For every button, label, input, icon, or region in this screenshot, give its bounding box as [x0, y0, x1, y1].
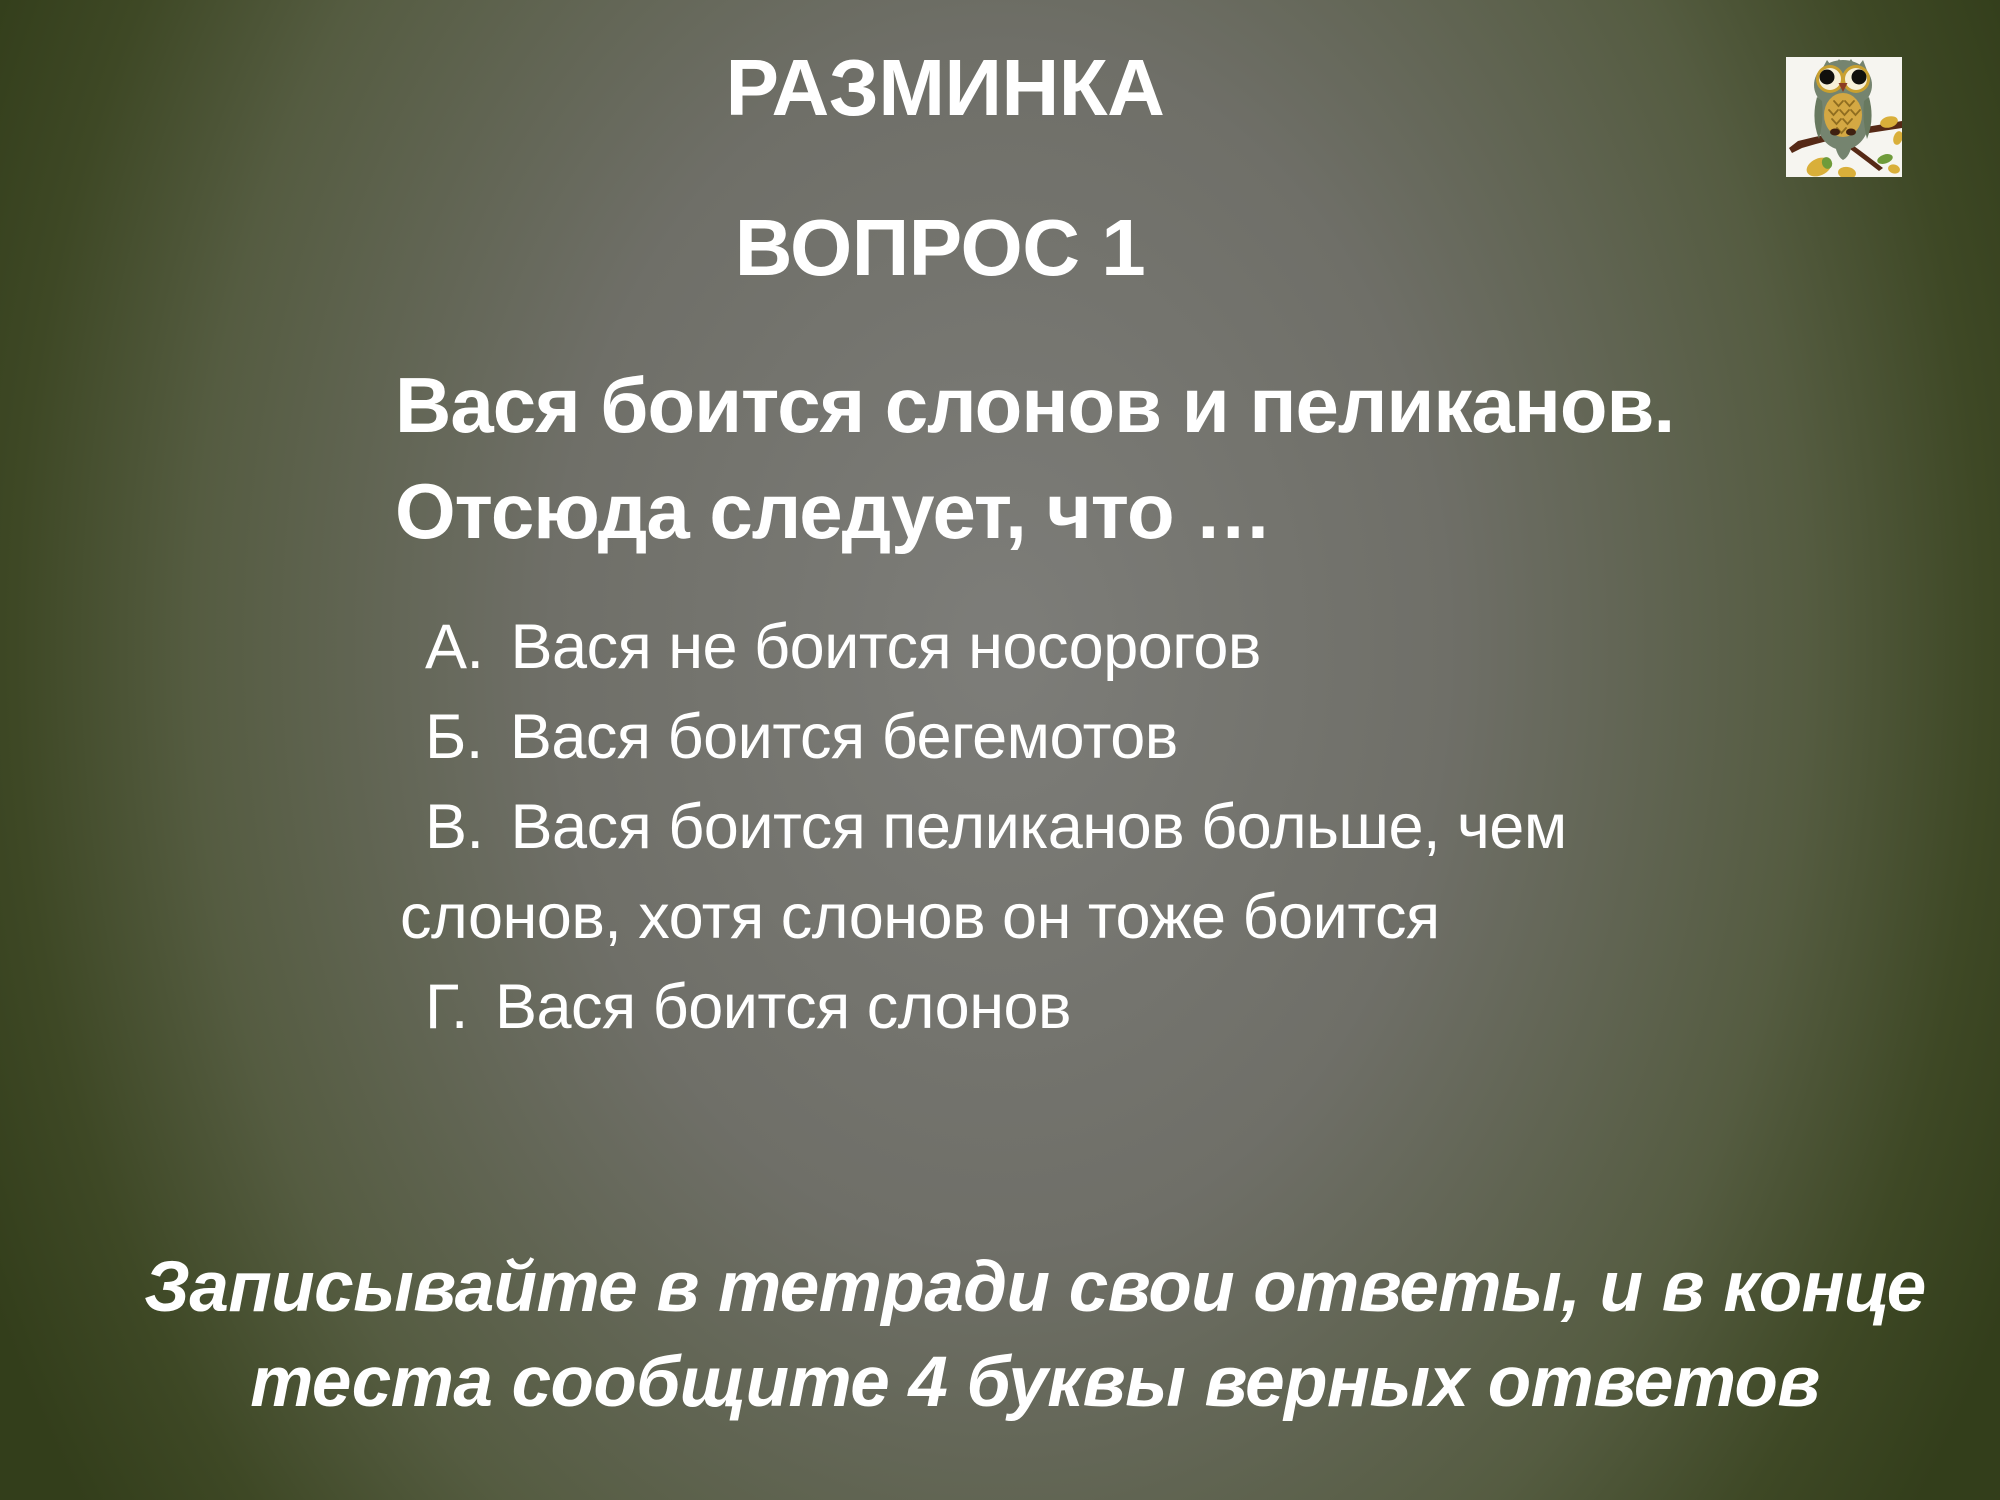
option-letter: А. [425, 612, 484, 682]
question-text [395, 352, 1674, 564]
footer-line-1: Записывайте в тетради свои ответы, и в конце [144, 1248, 1926, 1327]
answer-option-a [400, 602, 1745, 692]
question-line-2: Отсюда следует, что … [395, 467, 1272, 555]
option-text: Вася не боится носорогов [510, 612, 1261, 682]
footer-instruction [55, 1240, 2000, 1430]
option-letter: Г. [425, 972, 468, 1042]
option-letter: Б. [425, 702, 483, 772]
owl-icon [1786, 57, 1902, 177]
answer-options [400, 602, 1745, 1052]
option-text: Вася боится бегемотов [509, 702, 1178, 772]
question-number: ВОПРОС 1 [734, 203, 1146, 292]
footer-line-2: теста сообщите 4 буквы верных ответов [250, 1343, 1820, 1422]
option-text: Вася боится слонов [494, 972, 1071, 1042]
answer-option-v [400, 782, 1745, 962]
option-letter: В. [425, 792, 484, 862]
slide-title: РАЗМИНКА [725, 43, 1165, 132]
question-line-1: Вася боится слонов и пеликанов. [395, 361, 1675, 449]
option-text: Вася боится пеликанов больше, чем слонов, хотя слонов он тоже боится [400, 792, 1567, 952]
answer-option-g [400, 962, 1745, 1052]
answer-option-b [400, 692, 1745, 782]
